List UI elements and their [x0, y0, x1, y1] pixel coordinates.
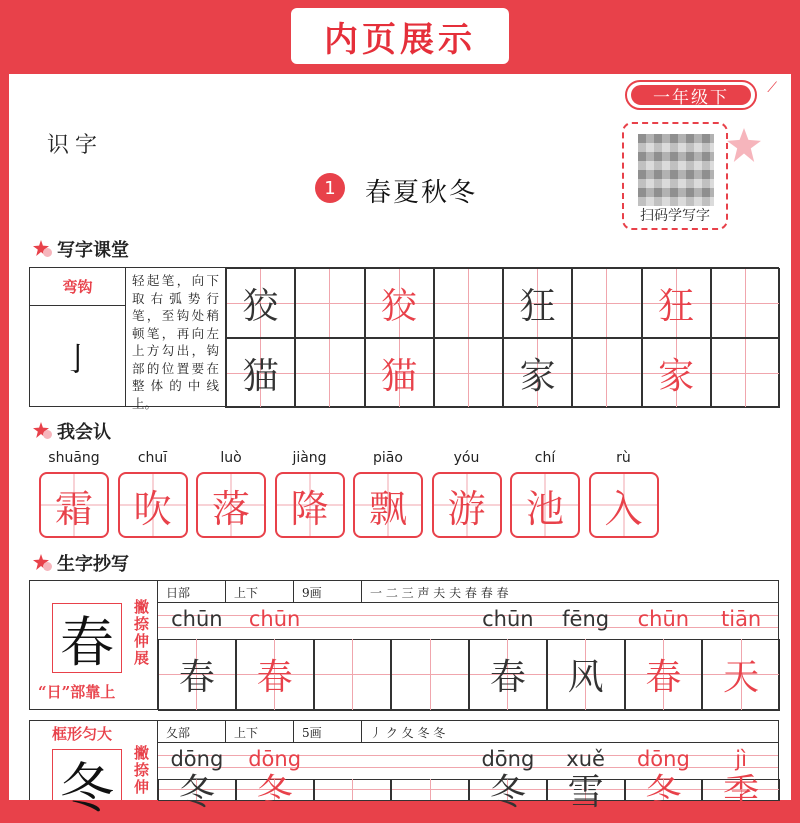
recognize-char: 入 — [589, 472, 659, 538]
recognize-char: 飘 — [353, 472, 423, 538]
banner-title: 内页展示 — [291, 8, 509, 64]
pinyin-text: fēng — [562, 607, 610, 631]
recognize-pinyin: luò — [220, 450, 242, 466]
copy-cell — [314, 639, 392, 711]
copy-cell — [547, 772, 625, 813]
copy-cell — [702, 639, 780, 711]
copy-heading-text: 生字抄写 — [57, 554, 129, 575]
recognize-char: 降 — [275, 472, 345, 538]
recognize-item — [39, 450, 109, 538]
stroke-order: 丿 ク 夂 冬 冬 — [370, 725, 446, 740]
lesson-number: 1 — [315, 173, 345, 203]
pinyin-text: tiān — [721, 607, 762, 631]
char-info-row — [158, 581, 778, 603]
copy-cell — [625, 772, 703, 813]
vertical-tip: 撇捺伸展 — [134, 598, 150, 667]
writing-cell — [711, 338, 780, 408]
copy-char: 雪 — [567, 772, 604, 813]
flower-icon — [31, 238, 53, 260]
recognize-heading-text: 我会认 — [57, 422, 111, 443]
copy-char: 天 — [723, 657, 760, 698]
writing-cell — [226, 268, 295, 338]
stroke-description: 轻起笔，向下取右弧势行笔，至钩处稍顿笔，再向左上方勾出，钩部的位置要在整体的中线上。 — [126, 268, 226, 408]
grade-label: 一年级下 — [631, 85, 751, 105]
radical: 夂部 — [158, 721, 226, 743]
recognize-char: 落 — [196, 472, 266, 538]
copy-cell — [236, 639, 314, 711]
banner — [0, 0, 800, 74]
writing-cell — [434, 338, 503, 408]
writing-cell — [226, 338, 295, 408]
writing-cell — [711, 268, 780, 338]
copy-cell — [391, 639, 469, 711]
writing-cell — [503, 268, 572, 338]
pinyin-text: jì — [735, 747, 747, 771]
stroke-glyph: 亅 — [30, 306, 126, 407]
vertical-tip: 撇捺伸 — [134, 744, 150, 796]
writing-char: 狡 — [381, 285, 418, 327]
writing-grid — [226, 268, 780, 408]
copy-heading — [31, 550, 129, 576]
writing-cell — [295, 268, 364, 338]
writing-char: 猫 — [242, 355, 279, 397]
writing-char: 狡 — [242, 285, 279, 327]
recognize-char: 游 — [432, 472, 502, 538]
recognize-pinyin: jiàng — [292, 450, 327, 466]
copy-cell — [469, 772, 547, 813]
copy-entry — [29, 720, 779, 820]
recognize-item — [196, 450, 266, 538]
copy-cell — [547, 639, 625, 711]
radical: 日部 — [158, 581, 226, 603]
copy-cell — [314, 779, 392, 801]
pinyin-text: chūn — [171, 607, 223, 631]
copy-entry-left — [30, 581, 158, 709]
copy-cell — [702, 772, 780, 813]
recognize-item — [353, 450, 423, 538]
writing-char: 狂 — [658, 285, 695, 327]
writing-cell — [503, 338, 572, 408]
writing-char: 家 — [658, 355, 695, 397]
writing-cell — [295, 338, 364, 408]
flower-icon — [31, 420, 53, 442]
pinyin-text: chūn — [637, 607, 690, 631]
pinyin-text: chūn — [248, 607, 301, 631]
top-tip: 框形匀大 — [52, 725, 113, 743]
recognize-char: 霜 — [39, 472, 109, 538]
writing-table — [29, 267, 779, 411]
model-char: 冬 — [52, 749, 122, 819]
qr-code-icon[interactable] — [638, 134, 714, 206]
copy-char: 冬 — [178, 772, 215, 813]
stroke-count: 5画 — [294, 721, 362, 743]
recognize-char: 吹 — [118, 472, 188, 538]
copy-char: 风 — [567, 657, 604, 698]
writing-cell — [642, 268, 711, 338]
recognize-char: 池 — [510, 472, 580, 538]
copy-entry — [29, 580, 779, 710]
copy-char: 春 — [489, 657, 526, 698]
recognize-pinyin: chuī — [137, 450, 168, 466]
char-info-row — [158, 721, 778, 743]
writing-cell — [365, 338, 434, 408]
recognize-pinyin: chí — [534, 450, 556, 466]
copy-char: 春 — [256, 657, 293, 698]
pinyin-text: dōng — [636, 747, 690, 771]
grade-tab — [625, 80, 757, 110]
copy-char: 冬 — [489, 772, 526, 813]
flower-icon — [31, 552, 53, 574]
writing-cell — [365, 268, 434, 338]
lesson-title: 春夏秋冬 — [365, 178, 478, 208]
recognize-item — [118, 450, 188, 538]
stroke-order: 一 二 三 声 夫 夫 春 春 春 — [370, 585, 509, 600]
writing-char: 狂 — [519, 285, 556, 327]
star-mascot-icon — [727, 128, 761, 162]
writing-class-heading-text: 写字课堂 — [57, 240, 129, 261]
copy-char: 春 — [645, 657, 682, 698]
writing-cell — [572, 338, 641, 408]
bottom-tip: “日”部靠上 — [38, 683, 116, 701]
workbook-page — [9, 74, 791, 820]
copy-char: 季 — [723, 772, 760, 813]
recognize-pinyin: shuāng — [48, 450, 100, 466]
writing-cell — [572, 268, 641, 338]
writing-char: 猫 — [381, 355, 418, 397]
section-label: 识字 — [47, 133, 104, 158]
recognize-pinyin: rù — [616, 450, 631, 466]
copy-char: 冬 — [645, 772, 682, 813]
stroke-count: 9画 — [294, 581, 362, 603]
copy-cell — [625, 639, 703, 711]
recognize-heading — [31, 418, 111, 444]
copy-char: 冬 — [256, 772, 293, 813]
recognize-pinyin: piāo — [373, 450, 403, 466]
pinyin-text: chūn — [482, 607, 534, 631]
copy-entry-left — [30, 721, 158, 820]
writing-char: 家 — [519, 355, 556, 397]
pinyin-text: dōng — [248, 747, 302, 771]
pinyin-text: dōng — [481, 747, 535, 771]
structure: 上下 — [226, 581, 294, 603]
recognize-pinyin: yóu — [453, 450, 480, 466]
copy-cell — [391, 779, 469, 801]
copy-cell — [469, 639, 547, 711]
writing-class-heading — [31, 236, 129, 262]
copy-char: 春 — [178, 657, 215, 698]
recognize-item — [510, 450, 580, 538]
pinyin-text: dōng — [170, 747, 224, 771]
model-char: 春 — [52, 603, 122, 673]
decoration-lines-icon: ⟋ — [767, 80, 777, 96]
writing-cell — [642, 338, 711, 408]
recognize-item — [589, 450, 659, 538]
qr-code-box[interactable] — [622, 122, 728, 230]
recognize-item — [432, 450, 502, 538]
writing-cell — [434, 268, 503, 338]
copy-cell — [158, 772, 236, 813]
copy-cell — [236, 772, 314, 813]
recognize-item — [275, 450, 345, 538]
pinyin-text: xuě — [566, 747, 605, 771]
stroke-name: 弯钩 — [30, 268, 126, 306]
qr-label: 扫码学写字 — [640, 208, 710, 224]
structure: 上下 — [226, 721, 294, 743]
copy-cell — [158, 639, 236, 711]
